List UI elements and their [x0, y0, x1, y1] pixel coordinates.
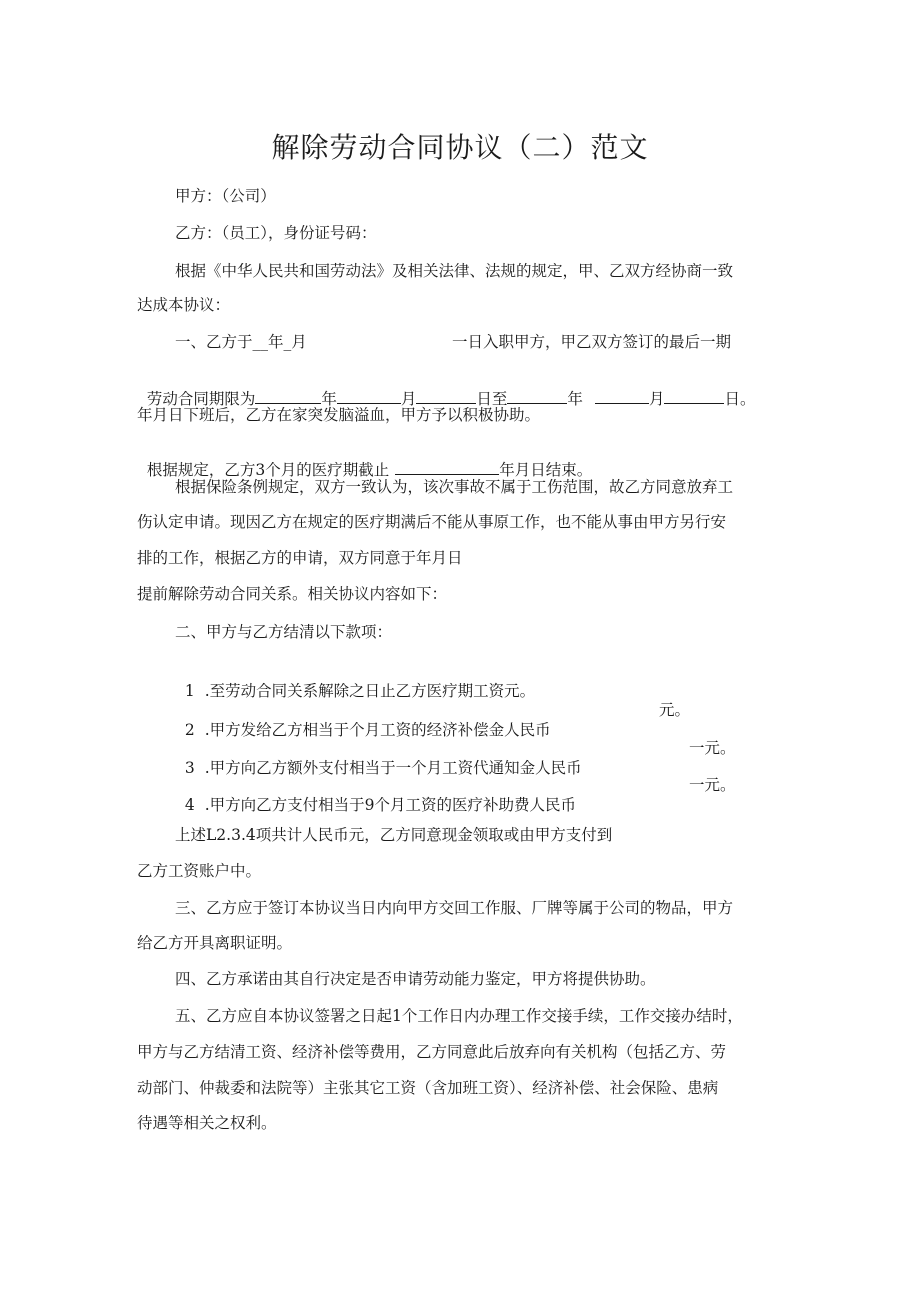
section-5-line-1: 五、乙方应自本协议签署之日起1个工作日内办理工作交接手续，工作交接办结时，: [175, 1007, 743, 1025]
insurance-line-1: 根据保险条例规定，双方一致认为，该次事故不属于工伤范围，故乙方同意放弃工: [175, 478, 734, 496]
payment-item-1: [175, 661, 535, 701]
section-5-line-2: 甲方与乙方结清工资、经济补偿等费用，乙方同意此后放弃向有关机构（包括乙方、劳: [137, 1043, 727, 1061]
party-a-line: 甲方：（公司）: [175, 187, 276, 205]
payment-item-4: [175, 775, 576, 815]
month-unit: 月: [400, 390, 417, 408]
section-5-line-3: 动部门、仲裁委和法院等）主张其它工资（含加班工资）、经济补偿、社会保险、患病: [137, 1079, 719, 1097]
payment-item-2: [175, 700, 551, 740]
insurance-line-3: 排的工作，根据乙方的申请，双方同意于年月日: [137, 549, 463, 567]
blank-start-year: [255, 389, 321, 404]
blank-medical-period-end: [395, 460, 499, 475]
intro-line-2: 达成本协议：: [137, 296, 231, 314]
payment-summary-line-2: 乙方工资账户中。: [137, 862, 262, 880]
year-unit-2: 年: [567, 390, 583, 408]
payment-item-2-tail: 元。: [659, 701, 691, 719]
payment-item-3: [175, 738, 582, 778]
blank-start-day: [416, 389, 476, 404]
month-unit-2: 月: [648, 390, 665, 408]
day-end-unit: 日。: [724, 390, 756, 408]
section-2-heading: 二、甲方与乙方结清以下款项：: [175, 623, 393, 641]
payment-item-text: .甲方发给乙方相当于个月工资的经济补偿金人民币: [204, 721, 551, 739]
blank-end-day: [664, 389, 724, 404]
medical-period-suffix: 年月日结束。: [499, 461, 593, 479]
medical-period-label: 根据规定，乙方3个月的医疗期截止: [146, 461, 390, 479]
payment-summary-line-1: 上述L2.3.4项共计人民币元，乙方同意现金领取或由甲方支付到: [175, 826, 613, 844]
day-to-unit: 日至: [476, 390, 508, 408]
payment-item-text: .至劳动合同关系解除之日止乙方医疗期工资元。: [204, 682, 536, 700]
section-5-line-4: 待遇等相关之权利。: [137, 1114, 277, 1132]
blank-end-year: [507, 389, 567, 404]
medical-period-line: [137, 440, 592, 480]
section-3-line-2: 给乙方开具离职证明。: [137, 934, 293, 952]
section-1-line-3: 年月日下班后，乙方在家突发脑溢血，甲方予以积极协助。: [137, 406, 541, 424]
party-b-line: 乙方：（员工），身份证号码：: [175, 224, 377, 242]
blank-end-month: [595, 389, 649, 404]
payment-item-number: 2: [184, 721, 195, 739]
payment-item-number: 3: [184, 759, 195, 777]
payment-item-3-tail: 一元。: [689, 739, 736, 757]
payment-item-text: .甲方向乙方支付相当于9个月工资的医疗补助费人民币: [204, 796, 577, 814]
blank-start-month: [337, 389, 401, 404]
section-1-line-1a: 一、乙方于__年_月: [175, 333, 307, 351]
insurance-line-4: 提前解除劳动合同关系。相关协议内容如下：: [137, 585, 448, 603]
intro-line-1: 根据《中华人民共和国劳动法》及相关法律、法规的规定，甲、乙双方经协商一致: [175, 262, 734, 280]
section-1-line-1b: 一日入职甲方，甲乙双方签订的最后一期: [452, 333, 732, 351]
payment-item-text: .甲方向乙方额外支付相当于一个月工资代通知金人民币: [204, 759, 582, 777]
contract-term-line: [137, 369, 755, 409]
year-unit: 年: [321, 390, 337, 408]
payment-item-number: 4: [184, 796, 195, 814]
contract-term-label: 劳动合同期限为: [146, 390, 256, 408]
section-4-line-1: 四、乙方承诺由其自行决定是否申请劳动能力鉴定，甲方将提供协助。: [175, 970, 656, 988]
payment-item-4-tail: 一元。: [689, 776, 736, 794]
insurance-line-2: 伤认定申请。现因乙方在规定的医疗期满后不能从事原工作，也不能从事由甲方另行安: [137, 513, 727, 531]
document-title: 解除劳动合同协议（二）范文: [271, 131, 649, 164]
payment-item-number: 1: [184, 682, 195, 700]
section-3-line-1: 三、乙方应于签订本协议当日内向甲方交回工作服、厂牌等属于公司的物品，甲方: [175, 899, 734, 917]
